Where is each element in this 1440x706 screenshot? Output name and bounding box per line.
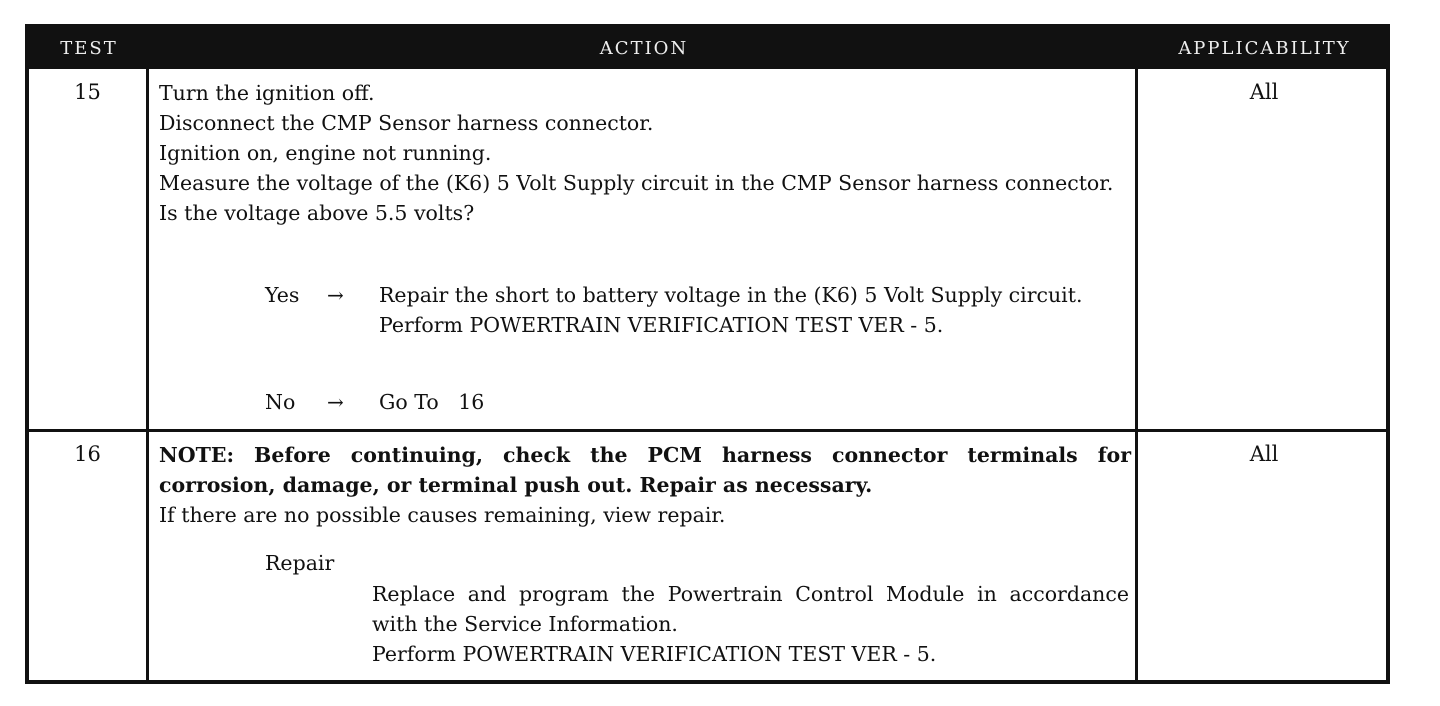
action-16 (159, 440, 1131, 530)
yes-branch (29, 280, 1135, 370)
repair-action-line: Replace and program the Powertrain Control Module in accordance with the Service Information. (372, 582, 1129, 636)
action-line: Turn the ignition off. (159, 81, 375, 105)
action-15 (159, 78, 1131, 228)
applicability-16: All (1249, 442, 1279, 466)
yes-action-line: Perform POWERTRAIN VERIFICATION TEST VER - 5. (379, 313, 944, 337)
header-applicability: APPLICABILITY (1178, 38, 1351, 59)
yes-action (379, 280, 1131, 340)
applicability-15: All (1249, 80, 1279, 104)
test-number-16: 16 (74, 442, 101, 466)
repair-action-line: Perform POWERTRAIN VERIFICATION TEST VER - 5. (372, 642, 937, 666)
yes-action-line: Repair the short to battery voltage in the (K6) 5 Volt Supply circuit. (379, 283, 1083, 307)
arrow-icon: → (327, 283, 344, 307)
action-line: If there are no possible causes remaining, view repair. (159, 503, 726, 527)
table-header-row (29, 28, 1386, 69)
action-line: Measure the voltage of the (K6) 5 Volt Supply circuit in the CMP Sensor harness connector. (159, 171, 1114, 195)
repair-action (372, 579, 1129, 669)
header-test: TEST (60, 38, 118, 59)
test-number-15: 15 (74, 80, 101, 104)
diagnostic-test-table (25, 24, 1390, 684)
no-label: No (265, 390, 296, 414)
no-action: Go To 16 (379, 390, 485, 414)
column-divider (1135, 69, 1138, 680)
action-line: Disconnect the CMP Sensor harness connector. (159, 111, 654, 135)
arrow-icon: → (327, 390, 344, 414)
note-text: NOTE: Before continuing, check the PCM harness connector terminals for corrosion, damage, or terminal push out. Repair as necessary. (159, 443, 1131, 497)
repair-branch (29, 548, 1135, 578)
yes-label: Yes (265, 283, 300, 307)
repair-detail (29, 579, 1135, 671)
repair-label: Repair (265, 551, 335, 575)
action-line: Is the voltage above 5.5 volts? (159, 201, 475, 225)
row-divider (29, 429, 1386, 432)
action-line: Ignition on, engine not running. (159, 141, 492, 165)
no-branch (29, 387, 1135, 417)
header-action: ACTION (599, 38, 689, 59)
